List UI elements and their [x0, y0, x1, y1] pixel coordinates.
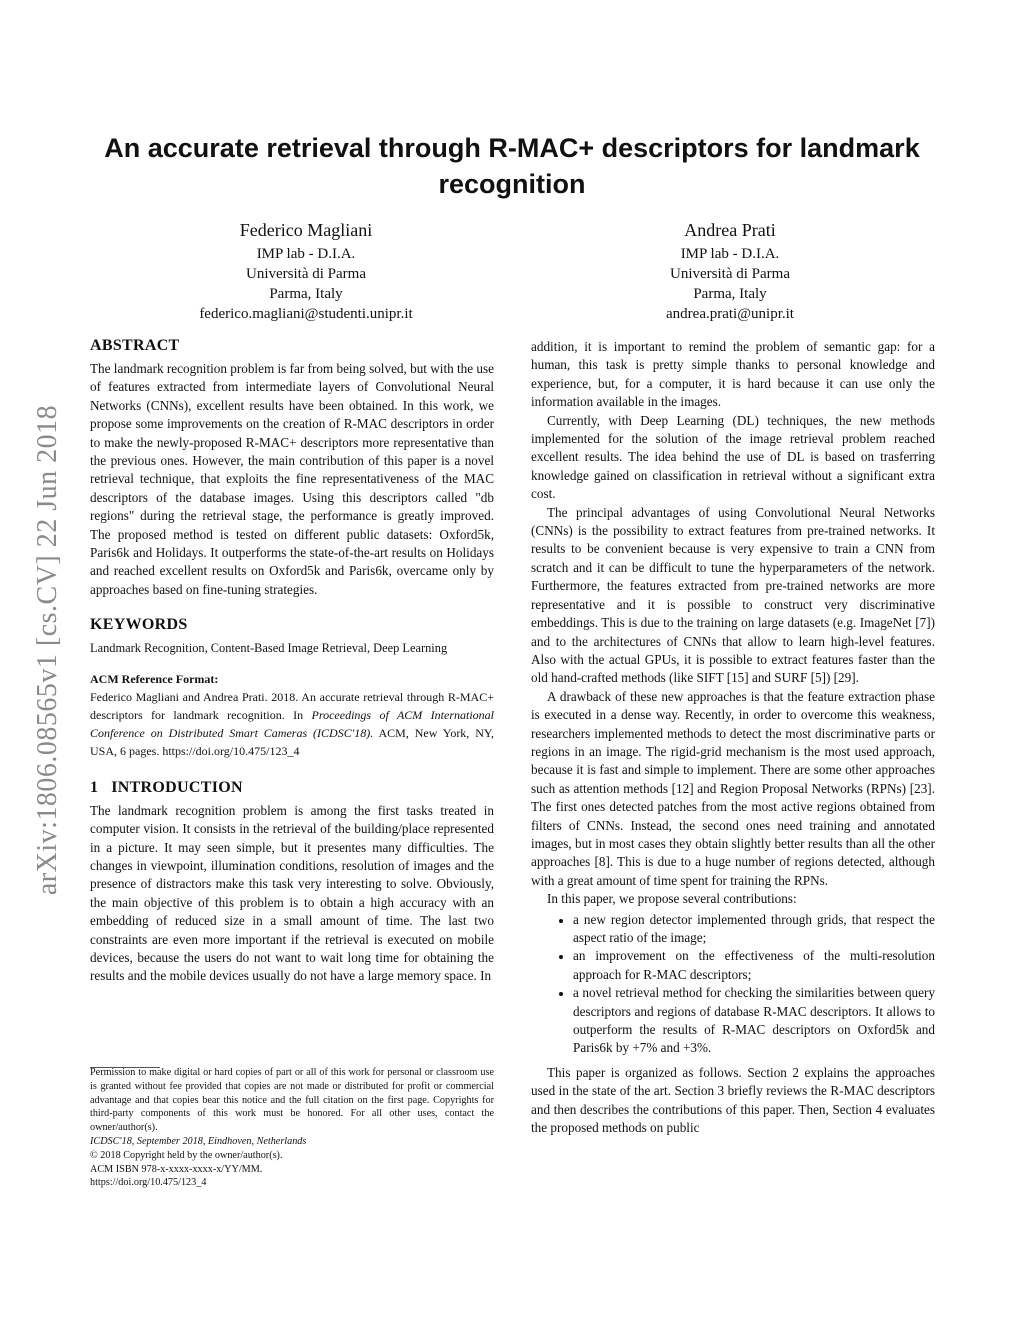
intro-paragraph-2: Currently, with Deep Learning (DL) techniques, the new methods implemented for the solution of the image retrieval problem reached excellent results. The idea behind the use of DL is based on trasferring knowledge gained on classification in retrieval without a significant extra cost. — [531, 412, 935, 502]
keywords-text: Landmark Recognition, Content-Based Image Retrieval, Deep Learning — [90, 641, 448, 656]
left-column — [90, 336, 494, 986]
arxiv-stamp — [18, 360, 78, 940]
author-location: Parma, Italy — [269, 286, 343, 302]
author-block-1 — [146, 218, 466, 324]
contribution-item: • a new region detector implemented through grids, that respect the aspect ratio of the image; — [573, 911, 935, 948]
contributions-list — [531, 911, 935, 1058]
intro-paragraph-3: The principal advantages of using Convolutional Neural Networks (CNNs) is the possibility to extract features from pre-trained networks. It results to be convenient because is very expensive to train a CNN from scratch and it can be difficult to tune the hyperparameters of the network. Furthermore, the features extracted from pre-trained networks are more representative and it is possible to construct very discriminative embeddings. This is due to the training on large datasets (e.g. ImageNet [7]) and to the architectures of CNNs that allow to learn high-level features. Also with the actual GPUs, it is possible to extract features faster than the old hand-crafted methods (like SIFT [15] and SURF [5]) [29]. — [531, 504, 935, 686]
conference-line: ICDSC'18, September 2018, Eindhoven, Netherlands — [90, 1135, 307, 1147]
author-email: federico.magliani@studenti.unipr.it — [199, 306, 413, 322]
contribution-item: • an improvement on the effectiveness of the multi-resolution approach for R-MAC descriptors; — [573, 947, 935, 984]
acm-reference-part1: Federico Magliani and Andrea Prati. 2018. An accurate retrieval through R-MAC+ descriptors for landmark recognition. In — [90, 689, 494, 722]
author-affiliation: IMP lab - D.I.A. — [680, 246, 780, 262]
author-name: Federico Magliani — [239, 220, 373, 240]
acm-reference-venue: Proceedings of ACM International Conference on Distributed Smart Cameras (ICDSC'18). — [90, 707, 494, 740]
paper-title: An accurate retrieval through R-MAC+ descriptors for landmark recognition — [104, 133, 920, 199]
abstract-text: The landmark recognition problem is far from being solved, but with the use of features extracted from intermediate layers of Convolutional Neural Networks (CNNs), excellent results have been obtained. In this work, we propose some improvements on the creation of R-MAC descriptors in order to make the newly-proposed R-MAC+ descriptors more representative than the previous ones. However, the main contribution of this paper is a novel retrieval technique, that exploits the fine representativeness of the MAC descriptors of the database images. Using this descriptors called "db regions" during the retrieval stage, the performance is greatly improved. The proposed method is tested on different public datasets: Oxford5k, Paris6k and Holidays. It outperforms the state-of-the-art results on Holidays and reached excellent results on Oxford5k and Paris6k, overcame only by approaches based on fine-tuning strategies. — [90, 361, 494, 597]
permission-text: Permission to make digital or hard copies of part or all of this work for personal or classroom use is granted without fee provided that copies are not made or distributed for profit or commercial advantage and that copies bear this notice and the full citation on the first page. Copyrights for third-party components of this work must be honored. For all other uses, contact the owner/author(s). — [90, 1067, 494, 1134]
author-location: Parma, Italy — [693, 286, 767, 302]
author-affiliation: IMP lab - D.I.A. — [256, 246, 356, 262]
contribution-item: • a novel retrieval method for checking the similarities between query descriptors and regions of database R-MAC descriptors. It allows to outperform the results of R-MAC descriptors on Oxford5k and Paris6k by +7% and +3%. — [573, 984, 935, 1058]
abstract-heading: ABSTRACT — [90, 337, 180, 354]
author-name: Andrea Prati — [684, 220, 776, 240]
author-affiliation: Università di Parma — [670, 266, 790, 282]
keywords-heading: KEYWORDS — [90, 616, 188, 634]
introduction-heading: 1 INTRODUCTION — [90, 778, 243, 796]
author-affiliation: Università di Parma — [246, 266, 366, 282]
intro-paragraph-6: This paper is organized as follows. Section 2 explains the approaches used in the state of the art. Section 3 briefly reviews the R-MAC descriptors and then describes the contributions of this paper. Then, Section 4 evaluates the proposed methods on public — [531, 1064, 935, 1136]
copyright-line: © 2018 Copyright held by the owner/author(s). — [90, 1149, 283, 1161]
acm-reference-heading: ACM Reference Format: — [90, 671, 219, 686]
intro-paragraph-1: The landmark recognition problem is among the first tasks treated in computer vision. It consists in the retrieval of the building/place represented in a picture. It may seen simple, but it presentes many difficulties. The changes in viewpoint, illumination conditions, resolution of images and the presence of distractors make this task very interesting to solve. Obviously, the main objective of this problem is to obtain a high accuracy with an embedding of reduced size in a small amount of time. The last two constraints are even more important if the retrieval is executed on mobile devices, because the users do not want to wait long time for obtaining the results and the mobile devices usually do not have a large memory space. In — [90, 802, 494, 984]
intro-paragraph-5: In this paper, we propose several contributions: — [547, 891, 797, 907]
acm-reference-part2: ACM, New York, NY, USA, 6 pages. https://doi.org/10.475/123_4 — [90, 725, 494, 758]
author-block-2 — [570, 218, 890, 324]
doi-line: https://doi.org/10.475/123_4 — [90, 1177, 207, 1189]
arxiv-stamp-text: arXiv:1806.08565v1 [cs.CV] 22 Jun 2018 — [32, 404, 64, 896]
intro-paragraph-4: A drawback of these new approaches is that the feature extraction phase is executed in a dense way. Recently, in order to overcome this weakness, researchers implemented methods to detect the most discriminative parts or regions in an image. The rigid-grid mechanism is the most used approach, because it is fast and simple to implement. There are some other approaches such as attention methods [12] and Region Proposal Networks (RPNs) [23]. The first ones detected patches from the most active regions obtained from filters of CNNs. Instead, the second ones need training and annotated images, but in most cases they obtain slightly better results than all the other approaches [8]. This is due to a huge number of regions detected, although with a great amount of time spent for training the RPNs. — [531, 688, 935, 888]
right-column — [531, 338, 935, 1137]
author-email: andrea.prati@unipr.it — [666, 306, 794, 322]
acm-reference-text — [90, 688, 494, 760]
permission-block — [90, 1066, 494, 1190]
isbn-line: ACM ISBN 978-x-xxxx-xxxx-x/YY/MM. — [90, 1163, 263, 1175]
intro-paragraph-1-cont: addition, it is important to remind the problem of semantic gap: for a human, this task is pretty simple thanks to personal knowledge and experience, but, for a computer, it is hard because it can use only the information available in the images. — [531, 339, 935, 410]
